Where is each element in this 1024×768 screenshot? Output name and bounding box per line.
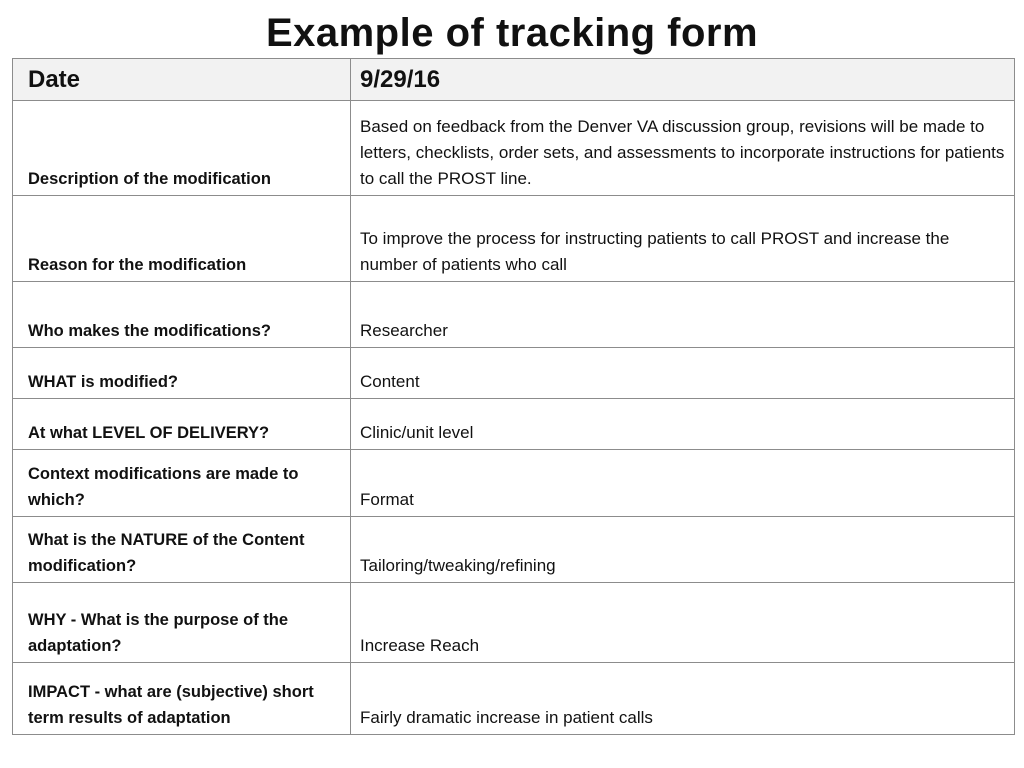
table-row [13,399,1015,450]
table-row [13,101,1015,196]
date-label: Date [13,59,351,101]
tracking-form-table [12,58,1015,735]
row-value: Researcher [351,282,1015,348]
table-row [13,583,1015,663]
row-label: WHAT is modified? [13,348,351,399]
row-label: Description of the modification [13,101,351,196]
row-value: To improve the process for instructing patients to call PROST and increase the number of patients who call [351,196,1015,282]
table-row [13,517,1015,583]
table-header-row [13,59,1015,101]
row-value: Tailoring/tweaking/refining [351,517,1015,583]
table-row [13,196,1015,282]
row-value: Content [351,348,1015,399]
row-label: Reason for the modification [13,196,351,282]
page-title: Example of tracking form [265,11,759,55]
table-row [13,348,1015,399]
row-value: Based on feedback from the Denver VA discussion group, revisions will be made to letters, checklists, order sets, and assessments to incorporate instructions for patients to call the PROST line. [351,101,1015,196]
row-value: Fairly dramatic increase in patient calls [351,663,1015,735]
row-label: Context modifications are made to which? [13,450,351,517]
table-row [13,450,1015,517]
row-label: IMPACT - what are (subjective) short term results of adaptation [13,663,351,735]
row-value: Clinic/unit level [351,399,1015,450]
row-label: WHY - What is the purpose of the adaptation? [13,583,351,663]
row-label: What is the NATURE of the Content modification? [13,517,351,583]
row-label: At what LEVEL OF DELIVERY? [13,399,351,450]
row-label: Who makes the modifications? [13,282,351,348]
date-value: 9/29/16 [351,59,1015,101]
row-value: Increase Reach [351,583,1015,663]
table-row [13,282,1015,348]
table-row [13,663,1015,735]
row-value: Format [351,450,1015,517]
